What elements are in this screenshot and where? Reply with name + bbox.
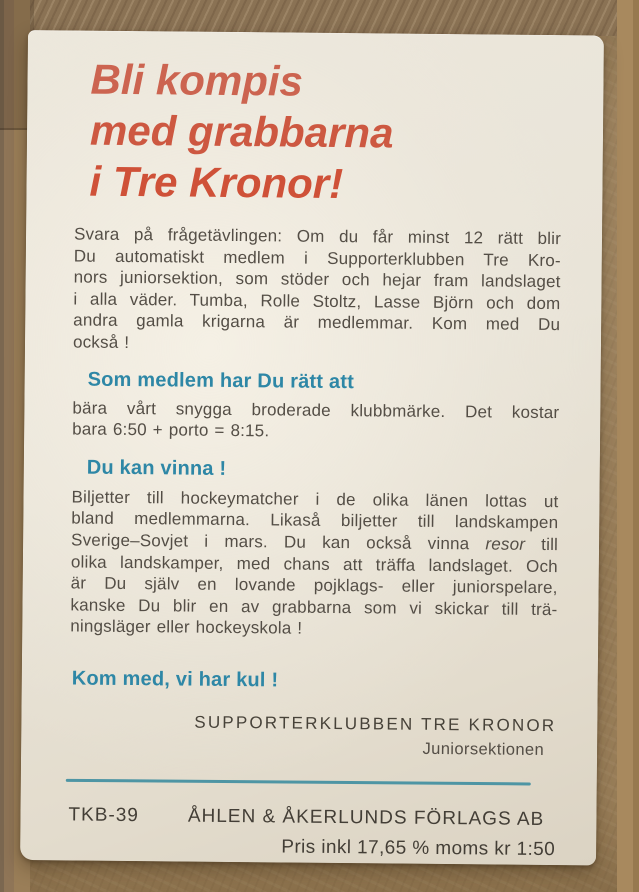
text-line: ningsläger eller hockeyskola ! [70,616,303,638]
text-line: Biljetter till hockeymatcher i de olika länen lottas ut [71,487,559,511]
win-heading: Du kan vinna ! [86,456,227,480]
text-line: också ! [72,332,130,352]
text-line: bland medlemmarna. Likaså biljetter till landskampen [71,508,559,533]
text-line: Sverige–Sovjet i mars. Du kan också vinna resor till [71,530,559,555]
footer [68,804,556,861]
headline [89,54,563,212]
closing-line: Kom med, vi har kul ! [71,667,279,692]
membership-heading: Som medlem har Du rätt att [87,368,355,393]
text-line: med grabbarna [89,106,394,157]
intro-paragraph [73,223,561,357]
cardboard-right-edge [609,0,639,892]
text-line: är Du själv en lovande pojklags- eller juniorspelare, [70,573,558,598]
signature-block [69,711,556,760]
divider-rule [66,779,531,786]
booklet-back-page [20,30,604,865]
section-name: Juniorsektionen [422,739,545,759]
product-code: TKB-39 [68,804,139,827]
publisher-name: ÅHLEN & ÅKERLUNDS FÖRLAGS AB [187,805,545,830]
text-line: bara 6:50 + porto = 8:15. [72,419,270,441]
text-line: nors juniorsektion, som stöder och hejar fram landslaget [73,267,561,292]
membership-paragraph [72,397,559,445]
text-line: bära vårt snygga broderade klubbmärke. Det kostar [72,398,560,422]
price-line: Pris inkl 17,65 % moms kr 1:50 [281,836,556,861]
win-paragraph [70,486,558,642]
page-content [20,31,604,865]
text-line: i alla väder. Tumba, Rolle Stoltz, Lasse Björn och dom [73,289,561,313]
footer-row [68,804,556,831]
text-line: Svara på frågetävlingen: Om du får minst 12 rätt blir [73,224,562,249]
club-name: SUPPORTERKLUBBEN TRE KRONOR [194,712,557,736]
text-line: i Tre Kronor! [89,157,344,208]
text-line: olika landskamper, med chans att träffa landslaget. Och [70,551,558,576]
text-line: Bli kompis [90,55,304,105]
text-line: Du automatiskt medlem i Supporterklubben Tre Kro- [73,246,561,270]
text-line: andra gamla krigarna är medlemmar. Kom med Du [73,310,561,335]
text-line: kanske Du blir en av grabbarna som vi skickar till trä- [70,595,558,619]
